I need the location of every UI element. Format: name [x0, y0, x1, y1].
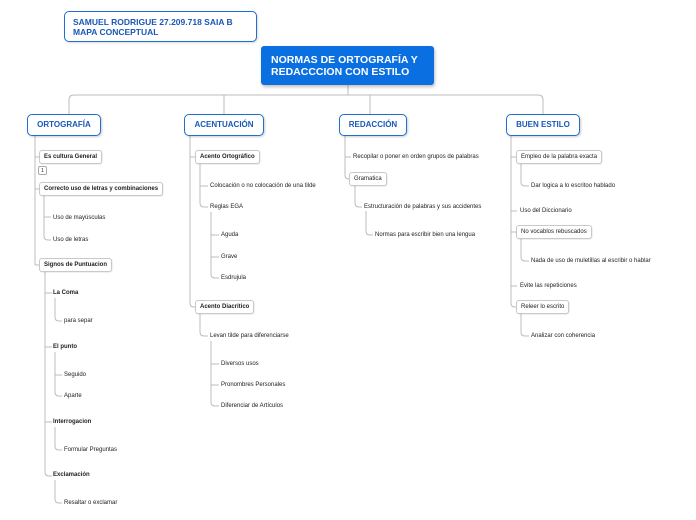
- leaf-estructuracion[interactable]: Estructuración de palabras y sus accidentes: [364, 204, 482, 210]
- leaf-dar-logica[interactable]: Dar logica a lo escritoo hablado: [531, 183, 616, 189]
- leaf-para-separ[interactable]: para separ: [64, 318, 93, 324]
- leaf-pronombres-personales[interactable]: Pronombres Personales: [221, 382, 286, 388]
- branch-buen-estilo[interactable]: BUEN ESTILO: [506, 114, 580, 136]
- leaf-diversos-usos[interactable]: Diversos usos: [221, 361, 259, 367]
- leaf-uso-diccionario[interactable]: Uso del Diccionario: [520, 208, 572, 214]
- leaf-formular-preguntas[interactable]: Formular Preguntas: [64, 447, 118, 453]
- leaf-evite-repeticiones[interactable]: Evite las repeticiones: [520, 283, 577, 289]
- central-topic[interactable]: NORMAS DE ORTOGRAFÍA Y REDACCCION CON ESTILO: [261, 46, 434, 85]
- leaf-normas-lengua[interactable]: Normas para escribir bien una lengua: [375, 232, 476, 238]
- leaf-diferenciar-articulos[interactable]: Diferenciar de Artículos: [221, 403, 284, 409]
- author-title[interactable]: SAMUEL RODRIGUE 27.209.718 SAIA B MAPA CONCEPTUAL: [64, 11, 257, 42]
- leaf-reglas-ega[interactable]: Reglas EGA: [210, 204, 244, 210]
- leaf-levan-tilde[interactable]: Levan tilde para diferenciarse: [210, 333, 289, 339]
- topic-signos-puntuacion[interactable]: Signos de Puntuacion: [39, 258, 112, 272]
- branch-acentuacion[interactable]: ACENTUACIÓN: [184, 114, 264, 136]
- leaf-aparte[interactable]: Aparte: [64, 393, 82, 399]
- topic-correcto-uso[interactable]: Correcto uso de letras y combinaciones: [39, 182, 163, 196]
- leaf-recopilar[interactable]: Recopilar o poner en orden grupos de palabras: [353, 154, 479, 160]
- leaf-grave[interactable]: Grave: [221, 254, 238, 260]
- topic-empleo-palabra[interactable]: Empleo de la palabra exacta: [516, 150, 602, 164]
- collapsed-count-badge[interactable]: 1: [38, 166, 47, 175]
- leaf-analizar-coherencia[interactable]: Analizar con coherencia: [531, 333, 596, 339]
- leaf-seguido[interactable]: Seguido: [64, 372, 87, 378]
- topic-acento-diacritico[interactable]: Acento Diacritico: [195, 300, 254, 314]
- topic-acento-ortografico[interactable]: Acento Ortográfico: [195, 150, 260, 164]
- leaf-la-coma[interactable]: La Coma: [53, 290, 79, 296]
- branch-ortografia[interactable]: ORTOGRAFÍA: [27, 114, 101, 136]
- topic-cultura-general[interactable]: Es cultura General: [39, 150, 102, 164]
- leaf-mayusculas[interactable]: Uso de mayúsculas: [53, 215, 106, 221]
- leaf-el-punto[interactable]: El punto: [53, 344, 77, 350]
- topic-gramatica[interactable]: Gramatica: [349, 172, 387, 186]
- leaf-exclamacion[interactable]: Exclamación: [53, 472, 90, 478]
- branch-redaccion[interactable]: REDACCIÓN: [339, 114, 407, 136]
- topic-vocablos-rebuscados[interactable]: No vocablos rebuscados: [516, 225, 592, 239]
- leaf-colocacion-tilde[interactable]: Colocación o no colocación de una tilde: [210, 183, 316, 189]
- leaf-uso-letras[interactable]: Uso de letras: [53, 237, 89, 243]
- leaf-muletillas[interactable]: Nada de uso de muletillas al escribir o hablar: [531, 258, 651, 264]
- leaf-aguda[interactable]: Aguda: [221, 232, 239, 238]
- leaf-resaltar[interactable]: Resaltar o exclamar: [64, 500, 118, 506]
- topic-releer-escrito[interactable]: Releer lo escrito: [516, 300, 569, 314]
- leaf-esdrujula[interactable]: Esdrujula: [221, 275, 247, 281]
- leaf-interrogacion[interactable]: Interrogacion: [53, 419, 92, 425]
